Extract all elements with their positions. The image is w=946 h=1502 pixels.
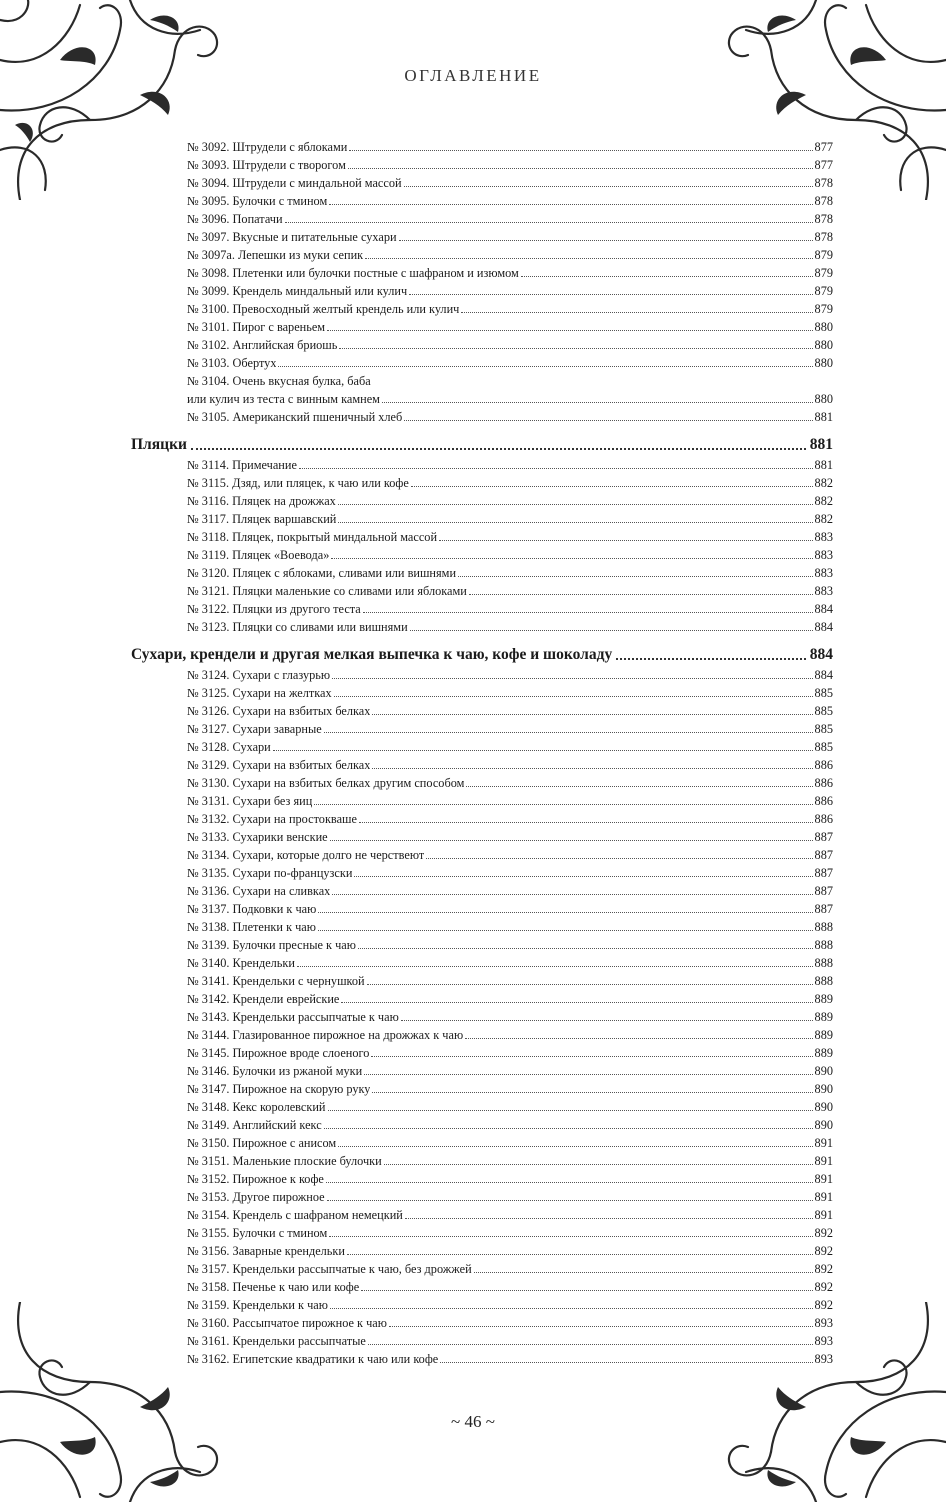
toc-entry[interactable]	[131, 298, 833, 316]
dot-leader	[330, 1308, 813, 1309]
toc-entry[interactable]	[131, 700, 833, 718]
toc-entry[interactable]	[131, 772, 833, 790]
toc-page-number: 889	[814, 1046, 833, 1060]
toc-entry-title: Сухари, крендели и другая мелкая выпечка к чаю, кофе и шоколаду	[131, 646, 613, 663]
toc-entry[interactable]	[131, 1078, 833, 1096]
toc-entry-title: № 3158. Печенье к чаю или кофе	[187, 1280, 360, 1294]
toc-entry-title: № 3130. Сухари на взбитых белках другим способом	[187, 776, 465, 790]
toc-entry[interactable]	[131, 406, 833, 424]
dot-leader	[399, 240, 813, 241]
dot-leader	[368, 1344, 813, 1345]
toc-page-number: 883	[814, 566, 833, 580]
toc-page-number: 879	[814, 284, 833, 298]
toc-page-number: 878	[814, 212, 833, 226]
dot-leader	[334, 696, 813, 697]
dot-leader	[616, 658, 806, 660]
toc-entry[interactable]	[131, 616, 833, 634]
toc-entry-title: № 3094. Штрудели с миндальной массой	[187, 176, 402, 190]
dot-leader	[410, 630, 813, 631]
dot-leader	[278, 366, 812, 367]
toc-page-number: 889	[814, 1010, 833, 1024]
toc-entry[interactable]	[131, 244, 833, 262]
toc-entry-title: № 3093. Штрудели с творогом	[187, 158, 346, 172]
toc-page-number: 879	[814, 248, 833, 262]
toc-page-number: 893	[814, 1334, 833, 1348]
toc-entry-title: № 3116. Пляцек на дрожжах	[187, 494, 336, 508]
toc-page-number: 888	[814, 956, 833, 970]
dot-leader	[466, 786, 812, 787]
toc-entry-title: № 3156. Заварные крендельки	[187, 1244, 345, 1258]
toc-page-number: 885	[814, 740, 833, 754]
toc-entry[interactable]	[131, 1330, 833, 1348]
dot-leader	[461, 312, 812, 313]
toc-entry-title: № 3139. Булочки пресные к чаю	[187, 938, 356, 952]
toc-page-number: 881	[814, 458, 833, 472]
dot-leader	[338, 504, 813, 505]
toc-entry[interactable]	[131, 352, 833, 370]
toc-entry[interactable]	[131, 370, 833, 388]
toc-entry[interactable]	[131, 1312, 833, 1330]
dot-leader	[273, 750, 813, 751]
toc-entry-title: № 3129. Сухари на взбитых белках	[187, 758, 371, 772]
dot-leader	[347, 1254, 813, 1255]
toc-page-number: 890	[814, 1082, 833, 1096]
dot-leader	[338, 522, 812, 523]
toc-entry-title: № 3142. Крендели еврейские	[187, 992, 340, 1006]
toc-entry-title: № 3102. Английская бриошь	[187, 338, 338, 352]
toc-entry-title: № 3134. Сухари, которые долго не черствеют	[187, 848, 425, 862]
toc-entry[interactable]	[131, 1096, 833, 1114]
toc-page-number: 887	[814, 866, 833, 880]
dot-leader	[372, 768, 812, 769]
toc-entry-title: № 3141. Крендельки с чернушкой	[187, 974, 365, 988]
toc-page-number: 891	[814, 1190, 833, 1204]
toc-entry-title: № 3162. Египетские квадратики к чаю или кофе	[187, 1352, 439, 1366]
dot-leader	[440, 1362, 812, 1363]
toc-entry[interactable]	[131, 1024, 833, 1042]
toc-entry[interactable]	[131, 172, 833, 190]
dot-leader	[382, 402, 813, 403]
toc-entry[interactable]	[131, 1258, 833, 1276]
toc-entry-title: № 3120. Пляцек с яблоками, сливами или вишнями	[187, 566, 457, 580]
dot-leader	[521, 276, 813, 277]
toc-entry-title: № 3150. Пирожное с анисом	[187, 1136, 337, 1150]
toc-entry[interactable]	[131, 154, 833, 172]
toc-page-number: 887	[814, 902, 833, 916]
dot-leader	[191, 448, 806, 450]
dot-leader	[364, 1074, 812, 1075]
toc-entry-title: № 3103. Обертух	[187, 356, 277, 370]
toc-page-number: 877	[814, 140, 833, 154]
toc-page-number: 891	[814, 1154, 833, 1168]
toc-entry-title: № 3121. Пляцки маленькие со сливами или яблоками	[187, 584, 467, 598]
dot-leader	[384, 1164, 813, 1165]
toc-entry-title: № 3114. Примечание	[187, 458, 297, 472]
dot-leader	[401, 1020, 813, 1021]
toc-entry-title: № 3128. Сухари	[187, 740, 271, 754]
dot-leader	[324, 732, 813, 733]
toc-entry[interactable]	[131, 1222, 833, 1240]
dot-leader	[297, 966, 813, 967]
toc-entry-title: № 3151. Маленькие плоские булочки	[187, 1154, 382, 1168]
toc-page-number: 893	[814, 1316, 833, 1330]
dot-leader	[426, 858, 812, 859]
dot-leader	[405, 1218, 813, 1219]
toc-page-number: 882	[814, 512, 833, 526]
toc-entry-title: № 3097а. Лепешки из муки сепик	[187, 248, 364, 262]
toc-entry-title: № 3144. Глазированное пирожное на дрожжах к чаю	[187, 1028, 464, 1042]
toc-entry[interactable]	[131, 388, 833, 406]
toc-entry-title: № 3136. Сухари на сливках	[187, 884, 331, 898]
toc-page-number: 883	[814, 548, 833, 562]
toc-entry-title: № 3119. Пляцек «Воевода»	[187, 548, 330, 562]
dot-leader	[332, 894, 812, 895]
toc-page-number: 890	[814, 1064, 833, 1078]
toc-entry[interactable]	[131, 562, 833, 580]
dot-leader	[367, 984, 813, 985]
toc-page-number: 891	[814, 1208, 833, 1222]
toc-entry-title: Пляцки	[131, 436, 187, 453]
toc-page-number: 888	[814, 974, 833, 988]
toc-entry[interactable]	[131, 1060, 833, 1078]
dot-leader	[474, 1272, 813, 1273]
toc-entry[interactable]	[131, 454, 833, 472]
toc-page-number: 882	[814, 494, 833, 508]
dot-leader	[349, 150, 812, 151]
toc-entry[interactable]	[131, 1042, 833, 1060]
toc-entry[interactable]	[131, 808, 833, 826]
toc-entry[interactable]	[131, 952, 833, 970]
dot-leader	[371, 1056, 812, 1057]
toc-entry-title: № 3092. Штрудели с яблоками	[187, 140, 348, 154]
dot-leader	[465, 1038, 812, 1039]
dot-leader	[411, 486, 813, 487]
toc-page-number: 881	[814, 410, 833, 424]
toc-page-number: 891	[814, 1172, 833, 1186]
dot-leader	[458, 576, 813, 577]
toc-page-number: 889	[814, 1028, 833, 1042]
toc-entry[interactable]	[131, 490, 833, 508]
toc-entry-title: № 3118. Пляцек, покрытый миндальной массой	[187, 530, 438, 544]
toc-entry[interactable]	[131, 970, 833, 988]
dot-leader	[327, 1200, 813, 1201]
toc-entry-title: № 3124. Сухари с глазурью	[187, 668, 331, 682]
toc-entry[interactable]	[131, 262, 833, 280]
toc-entry-title: № 3131. Сухари без яиц	[187, 794, 313, 808]
toc-entry[interactable]	[131, 508, 833, 526]
toc-entry[interactable]	[131, 862, 833, 880]
toc-entry-title: № 3137. Подковки к чаю	[187, 902, 317, 916]
toc-entry[interactable]	[131, 190, 833, 208]
toc-entry-title: № 3105. Американский пшеничный хлеб	[187, 410, 403, 424]
dot-leader	[354, 876, 812, 877]
page-title: ОГЛАВЛЕНИЕ	[404, 66, 542, 85]
toc-entry[interactable]	[131, 934, 833, 952]
toc-entry[interactable]	[131, 916, 833, 934]
toc-page-number: 892	[814, 1262, 833, 1276]
toc-entry[interactable]	[131, 1294, 833, 1312]
toc-entry[interactable]	[131, 1276, 833, 1294]
toc-entry[interactable]	[131, 1006, 833, 1024]
dot-leader	[338, 1146, 812, 1147]
toc-entry[interactable]	[131, 526, 833, 544]
toc-page-number: 892	[814, 1280, 833, 1294]
toc-entry[interactable]	[131, 208, 833, 226]
toc-entry[interactable]	[131, 334, 833, 352]
toc-page-number: 886	[814, 758, 833, 772]
toc-entry[interactable]	[131, 664, 833, 682]
toc-page-number: 884	[814, 620, 833, 634]
toc-page-number: 878	[814, 194, 833, 208]
toc-entry-title: № 3133. Сухарики венские	[187, 830, 328, 844]
dot-leader	[358, 948, 813, 949]
toc-entry-title: № 3146. Булочки из ржаной муки	[187, 1064, 363, 1078]
toc-section-heading[interactable]	[131, 430, 833, 454]
toc-entry-title: № 3161. Крендельки рассыпчатые	[187, 1334, 366, 1348]
toc-entry-title: № 3149. Английский кекс	[187, 1118, 322, 1132]
toc-entry-title: № 3117. Пляцек варшавский	[187, 512, 337, 526]
toc-page-number: 892	[814, 1244, 833, 1258]
toc-entry[interactable]	[131, 1348, 833, 1366]
toc-entry-title: № 3126. Сухари на взбитых белках	[187, 704, 371, 718]
toc-page-number: 879	[814, 266, 833, 280]
toc-entry-title: № 3153. Другое пирожное	[187, 1190, 325, 1204]
toc-page-number: 884	[814, 602, 833, 616]
toc-page-number: 890	[814, 1118, 833, 1132]
toc-page-number: 886	[814, 812, 833, 826]
toc-entry[interactable]	[131, 988, 833, 1006]
toc-entry[interactable]	[131, 1186, 833, 1204]
page-number: ~ 46 ~	[451, 1412, 495, 1431]
dot-leader	[327, 330, 812, 331]
toc-page-number: 890	[814, 1100, 833, 1114]
dot-leader	[299, 468, 813, 469]
dot-leader	[404, 186, 813, 187]
toc-page-number: 881	[809, 436, 833, 453]
toc-entry[interactable]	[131, 880, 833, 898]
dot-leader	[339, 348, 812, 349]
toc-entry-title: № 3097. Вкусные и питательные сухари	[187, 230, 397, 244]
dot-leader	[328, 1110, 813, 1111]
toc-entry[interactable]	[131, 1204, 833, 1222]
dot-leader	[329, 204, 812, 205]
toc-entry-title: № 3145. Пирожное вроде слоеного	[187, 1046, 370, 1060]
toc-entry-title: № 3104. Очень вкусная булка, баба	[187, 374, 371, 388]
toc-entry[interactable]	[131, 226, 833, 244]
toc-page-number: 885	[814, 686, 833, 700]
toc-entry-title: № 3138. Плетенки к чаю	[187, 920, 316, 934]
toc-page-number: 888	[814, 920, 833, 934]
dot-leader	[372, 1092, 812, 1093]
toc-entry-title: № 3159. Крендельки к чаю	[187, 1298, 328, 1312]
toc-entry[interactable]	[131, 544, 833, 562]
toc-entry-title: № 3160. Рассыпчатое пирожное к чаю	[187, 1316, 387, 1330]
toc-page-number: 885	[814, 704, 833, 718]
toc-entry[interactable]	[131, 280, 833, 298]
toc-entry-title: № 3147. Пирожное на скорую руку	[187, 1082, 371, 1096]
toc-entry-title: № 3098. Плетенки или булочки постные с шафраном и изюмом	[187, 266, 519, 280]
toc-entry-title: № 3115. Дзяд, или пляцек, к чаю или кофе	[187, 476, 409, 490]
toc-entry[interactable]	[131, 844, 833, 862]
toc-page-number: 886	[814, 794, 833, 808]
toc-entry-title: № 3154. Крендель с шафраном немецкий	[187, 1208, 403, 1222]
toc-page-number: 884	[814, 668, 833, 682]
toc-page-number: 892	[814, 1298, 833, 1312]
toc-entry[interactable]	[131, 1150, 833, 1168]
toc-entry-title: № 3148. Кекс королевский	[187, 1100, 326, 1114]
toc-page-number: 882	[814, 476, 833, 490]
toc-entry-title: № 3101. Пирог с вареньем	[187, 320, 326, 334]
dot-leader	[318, 930, 813, 931]
toc-page-number: 880	[814, 320, 833, 334]
toc-entry[interactable]	[131, 826, 833, 844]
toc-entry-title: № 3140. Крендельки	[187, 956, 295, 970]
toc-entry[interactable]	[131, 682, 833, 700]
dot-leader	[324, 1128, 813, 1129]
toc-entry[interactable]	[131, 316, 833, 334]
dot-leader	[331, 558, 812, 559]
toc-entry-title: № 3127. Сухари заварные	[187, 722, 322, 736]
table-of-contents	[131, 136, 833, 1366]
toc-page-number: 883	[814, 530, 833, 544]
toc-page-number: 892	[814, 1226, 833, 1240]
toc-page-number: 887	[814, 830, 833, 844]
toc-entry[interactable]	[131, 1240, 833, 1258]
toc-page-number: 887	[814, 884, 833, 898]
toc-entry-title: № 3155. Булочки с тмином	[187, 1226, 328, 1240]
dot-leader	[348, 168, 813, 169]
toc-entry-title: № 3152. Пирожное к кофе	[187, 1172, 324, 1186]
toc-page-number: 886	[814, 776, 833, 790]
toc-entry-title: № 3132. Сухари на простокваше	[187, 812, 357, 826]
dot-leader	[318, 912, 812, 913]
toc-entry-title: № 3100. Превосходный желтый крендель или кулич	[187, 302, 460, 316]
toc-page-number: 883	[814, 584, 833, 598]
toc-entry[interactable]	[131, 580, 833, 598]
toc-page-number: 885	[814, 722, 833, 736]
dot-leader	[365, 258, 812, 259]
toc-entry[interactable]	[131, 1132, 833, 1150]
toc-entry-title: № 3096. Попатачи	[187, 212, 283, 226]
toc-entry-title: № 3095. Булочки с тмином	[187, 194, 328, 208]
toc-entry[interactable]	[131, 136, 833, 154]
dot-leader	[326, 1182, 813, 1183]
toc-entry-title: или кулич из теста с винным камнем	[187, 392, 380, 406]
toc-entry-title: № 3157. Крендельки рассыпчатые к чаю, без дрожжей	[187, 1262, 472, 1276]
toc-entry-title: № 3125. Сухари на желтках	[187, 686, 332, 700]
toc-entry-title: № 3099. Крендель миндальный или кулич	[187, 284, 408, 298]
toc-entry[interactable]	[131, 1114, 833, 1132]
toc-section-heading[interactable]	[131, 640, 833, 664]
toc-entry[interactable]	[131, 718, 833, 736]
toc-entry-title: № 3123. Пляцки со сливами или вишнями	[187, 620, 408, 634]
dot-leader	[341, 1002, 812, 1003]
toc-entry[interactable]	[131, 898, 833, 916]
toc-page-number: 877	[814, 158, 833, 172]
dot-leader	[439, 540, 813, 541]
toc-entry[interactable]	[131, 598, 833, 616]
dot-leader	[372, 714, 812, 715]
toc-entry-title: № 3122. Пляцки из другого теста	[187, 602, 361, 616]
toc-page-number: 888	[814, 938, 833, 952]
toc-page-number: 891	[814, 1136, 833, 1150]
toc-entry[interactable]	[131, 790, 833, 808]
dot-leader	[409, 294, 812, 295]
toc-entry[interactable]	[131, 736, 833, 754]
toc-page-number: 889	[814, 992, 833, 1006]
dot-leader	[285, 222, 813, 223]
dot-leader	[389, 1326, 813, 1327]
toc-page-number: 880	[814, 356, 833, 370]
toc-page-number: 893	[814, 1352, 833, 1366]
toc-entry-title: № 3143. Крендельки рассыпчатые к чаю	[187, 1010, 399, 1024]
dot-leader	[329, 1236, 812, 1237]
toc-page-number: 878	[814, 230, 833, 244]
dot-leader	[314, 804, 812, 805]
toc-page-number: 880	[814, 392, 833, 406]
dot-leader	[469, 594, 813, 595]
dot-leader	[332, 678, 812, 679]
dot-leader	[330, 840, 813, 841]
toc-page-number: 878	[814, 176, 833, 190]
dot-leader	[361, 1290, 812, 1291]
toc-page-number: 880	[814, 338, 833, 352]
dot-leader	[359, 822, 813, 823]
toc-entry[interactable]	[131, 472, 833, 490]
toc-entry[interactable]	[131, 754, 833, 772]
toc-entry[interactable]	[131, 1168, 833, 1186]
dot-leader	[404, 420, 812, 421]
dot-leader	[363, 612, 813, 613]
toc-page-number: 879	[814, 302, 833, 316]
toc-page-number: 887	[814, 848, 833, 862]
toc-page-number: 884	[809, 646, 833, 663]
toc-entry-title: № 3135. Сухари по-французски	[187, 866, 353, 880]
